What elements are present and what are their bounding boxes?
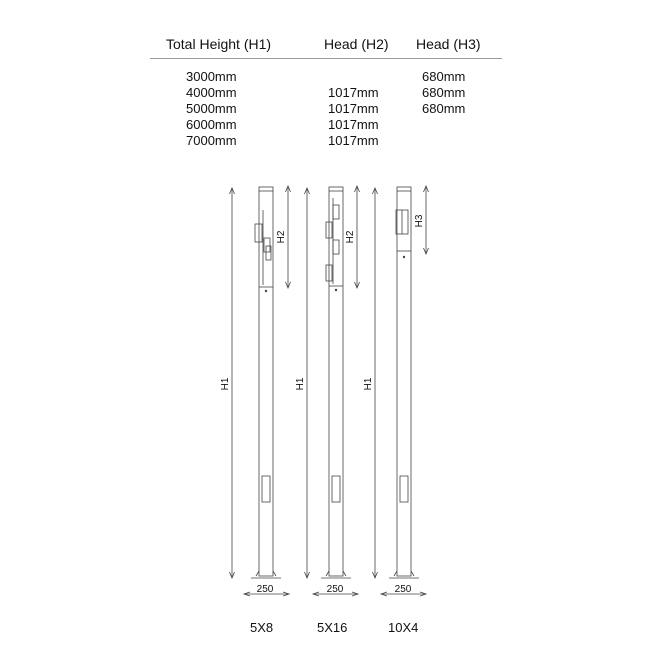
pole-shaft (397, 187, 411, 576)
cell-h2: 1017mm (328, 133, 379, 148)
access-door (400, 476, 408, 502)
base-width-label: 250 (256, 584, 274, 595)
base-plate (251, 571, 281, 578)
pole-name-5x16: 5X16 (317, 620, 348, 635)
cell-h2: 1017mm (328, 85, 379, 100)
header-head-h2: Head (H2) (324, 36, 389, 52)
h1-label: H1 (363, 377, 374, 391)
base-width-label: 250 (394, 584, 412, 595)
header-head-h3: Head (H3) (416, 36, 481, 52)
cell-h1: 4000mm (186, 85, 237, 100)
cell-h2: 1017mm (328, 101, 379, 116)
h2-label: H2 (345, 230, 356, 244)
base-plate (389, 571, 419, 578)
h2-label: H2 (276, 230, 287, 244)
cell-h3: 680mm (422, 69, 466, 84)
pole-shaft (259, 187, 273, 576)
cell-h1: 7000mm (186, 133, 237, 148)
h1-label: H1 (295, 377, 306, 391)
pole-shaft (329, 187, 343, 576)
head-fixture (333, 205, 339, 219)
base-plate (321, 571, 351, 578)
head-fixture (333, 240, 339, 254)
pole-5x8 (220, 186, 291, 596)
base-width-label: 250 (326, 584, 344, 595)
pole-5x16 (295, 186, 360, 596)
pole-10x4 (363, 186, 429, 596)
cell-h3: 680mm (422, 101, 466, 116)
cell-h1: 3000mm (186, 69, 237, 84)
header-total-height: Total Height (H1) (166, 36, 272, 52)
head-fixture (255, 224, 262, 242)
h3-label: H3 (414, 214, 425, 228)
access-door (262, 476, 270, 502)
cell-h1: 5000mm (186, 101, 237, 116)
head-fixture (264, 238, 270, 252)
h1-label: H1 (220, 377, 231, 391)
access-door (332, 476, 340, 502)
cell-h3: 680mm (422, 85, 466, 100)
pole-name-10x4: 10X4 (388, 620, 419, 635)
pole-name-5x8: 5X8 (250, 620, 274, 635)
cell-h1: 6000mm (186, 117, 237, 132)
cell-h2: 1017mm (328, 117, 379, 132)
